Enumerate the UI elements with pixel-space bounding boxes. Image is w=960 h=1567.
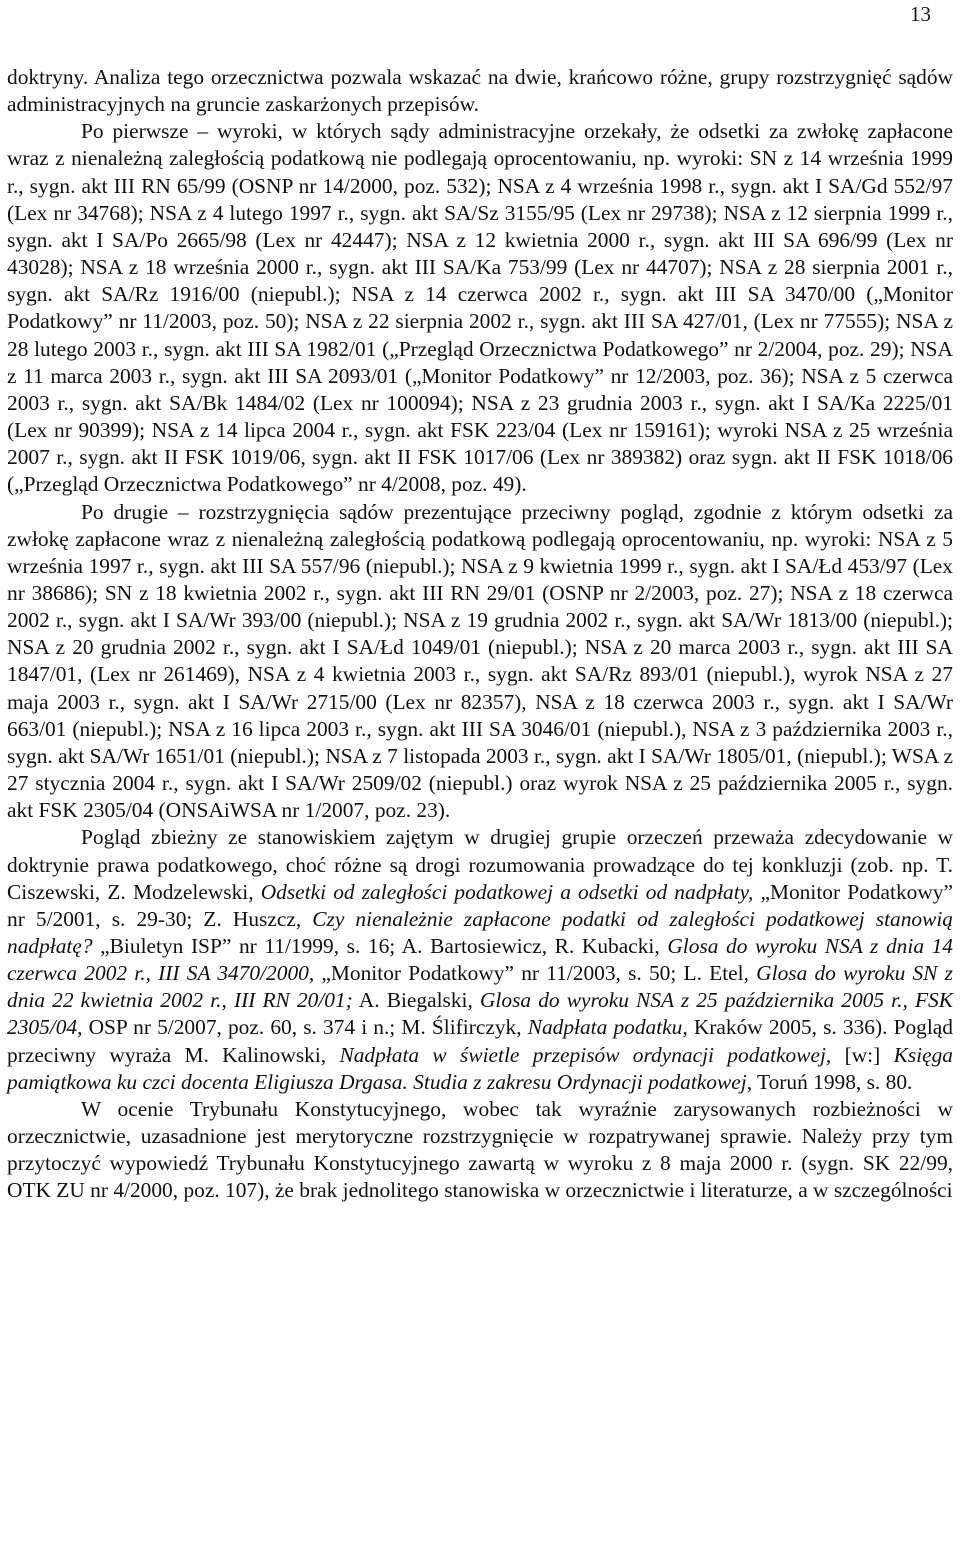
text-run: Po pierwsze – wyroki, w których sądy administracyjne orzekały, że odsetki za zwłokę zapłacone wraz z nienależną zaległością podatkową nie podlegają oprocentowaniu, np. wyroki: SN z 14 września 1999 r., sygn. akt III RN 65/99 (OSNP nr 14/2000, poz. 532); NSA z 4 września 1998 r., sygn. akt I SA/Gd 552/97 (Lex nr 34768); NSA z 4 lutego 1997 r., sygn. akt SA/Sz 3155/95 (Lex nr 29738); NSA z 12 sierpnia 1999 r., sygn. akt I SA/Po 2665/98 (Lex nr 42447); NSA z 12 kwietnia 2000 r., sygn. akt III SA 696/99 (Lex nr 43028); NSA z 18 września 2000 r., sygn. akt III SA/Ka 753/99 (Lex nr 44707); NSA z 28 sierpnia 2001 r., sygn. akt SA/Rz 1916/00 (niepubl.); NSA z 14 czerwca 2002 r., sygn. akt III SA 3470/00 („Monitor Podatkowy” nr 11/2003, poz. 50); NSA z 22 sierpnia 2002 r., sygn. akt III SA 427/01, (Lex nr 77555); NSA z 28 lutego 2003 r., sygn. akt III SA 1982/01 („Przegląd Orzecznictwa Podatkowego” nr 2/2004, poz. 29); NSA z 11 marca 2003 r., sygn. akt III SA 2093/01 („Monitor Podatkowy” nr 12/2003, poz. 36); NSA z 5 czerwca 2003 r., sygn. akt SA/Bk 1484/02 (Lex nr 100094); NSA z 23 grudnia 2003 r., sygn. akt I SA/Ka 2225/01 (Lex nr 90399); NSA z 14 lipca 2004 r., sygn. akt FSK 223/04 (Lex nr 159161); wyroki NSA z 25 września 2007 r., sygn. akt II FSK 1019/06, sygn. akt II FSK 1017/06 (Lex nr 389382) oraz sygn. akt II FSK 1018/06 („Przegląd Orzecznictwa Podatkowego” nr 4/2008, poz. 49). <box>7 119 953 497</box>
text-run: Po drugie – rozstrzygnięcia sądów prezentujące przeciwny pogląd, zgodnie z którym odsetki za zwłokę zapłacone wraz z nienależną zaległością podatkową podlegają oprocentowaniu, np. wyroki: NSA z 5 września 1997 r., sygn. akt III SA 557/96 (niepubl.); NSA z 9 kwietnia 1999 r., sygn. akt I SA/Łd 453/97 (Lex nr 38686); SN z 18 kwietnia 2002 r., sygn. akt III RN 29/01 (OSNP nr 2/2003, poz. 27); NSA z 18 czerwca 2002 r., sygn. akt I SA/Wr 393/00 (niepubl.); NSA z 19 grudnia 2002 r., sygn. akt SA/Wr 1813/00 (niepubl.); NSA z 20 grudnia 2002 r., sygn. akt I SA/Łd 1049/01 (niepubl.); NSA z 20 marca 2003 r., sygn. akt III SA 1847/01, (Lex nr 261469), NSA z 4 kwietnia 2003 r., sygn. akt SA/Rz 893/01 (niepubl.), wyrok NSA z 27 maja 2003 r., sygn. akt I SA/Wr 2715/00 (Lex nr 82357), NSA z 18 czerwca 2003 r., sygn. akt I SA/Wr 663/01 (niepubl.); NSA z 16 lipca 2003 r., sygn. akt III SA 3046/01 (niepubl.), NSA z 3 października 2003 r., sygn. akt SA/Wr 1651/01 (niepubl.); NSA z 7 listopada 2003 r., sygn. akt I SA/Wr 1805/01, (niepubl.); WSA z 27 stycznia 2004 r., sygn. akt I SA/Wr 2509/02 (niepubl.) oraz wyrok NSA z 25 października 2005 r., sygn. akt FSK 2305/04 (ONSAiWSA nr 1/2007, poz. 23). <box>7 499 953 823</box>
text-run: W ocenie Trybunału Konstytucyjnego, wobec tak wyraźnie zarysowanych rozbieżności w orzecznictwie, uzasadnione jest merytoryczne rozstrzygnięcie w rozpatrywanej sprawie. Należy przy tym przytoczyć wypowiedź Trybunału Konstytucyjnego zawartą w wyroku z 8 maja 2000 r. (sygn. SK 22/99, OTK ZU nr 4/2000, poz. 107), że brak jednolitego stanowiska w orzecznictwie i literaturze, a w szczególności <box>7 1096 953 1203</box>
italic-citation: Glosa do wyroku NSA z dnia 14 czerwca 2002 r., III SA 3470/2000, <box>7 934 954 986</box>
text-run: „Biuletyn ISP” nr 11/1999, s. 16; A. Bartosiewicz, R. Kubacki, <box>92 934 668 958</box>
text-run: doktryny. Analiza tego orzecznictwa pozwala wskazać na dwie, krańcowo różne, grupy rozstrzygnięć sądów administracyjnych na gruncie zaskarżonych przepisów. <box>7 65 953 117</box>
paragraph <box>7 118 953 498</box>
italic-citation: Odsetki od zaległości podatkowej a odsetki od nadpłaty, <box>260 879 754 904</box>
text-run: „Monitor Podatkowy” nr 11/2003, s. 50; L. Etel, <box>314 961 757 986</box>
text-run: Kraków 2005, s. 336). Pogląd przeciwny wyraża M. Kalinowski, <box>7 1015 953 1067</box>
paragraph <box>7 1096 953 1205</box>
text-run: A. Biegalski, <box>352 988 480 1013</box>
page-number: 13 <box>910 2 931 26</box>
italic-citation: Czy nienależnie zapłacone podatki od zaległości podatkowej stanowią nadpłatę? <box>7 906 953 958</box>
text-run: Pogląd zbieżny ze stanowiskiem zajętym w drugiej grupie orzeczeń przeważa zdecydowanie w doktrynie prawa podatkowego, choć różne są drogi rozumowania prowadzące do tej konkluzji (zob. np. T. Ciszewski, Z. Modzelewski, <box>7 825 953 904</box>
italic-citation: Glosa do wyroku NSA z 25 października 2005 r., FSK 2305/04, <box>7 988 953 1040</box>
text-run: „Monitor Podatkowy” nr 5/2001, s. 29-30; Z. Huszcz, <box>7 879 953 931</box>
paragraph <box>7 824 953 1096</box>
text-run: OSP nr 5/2007, poz. 60, s. 374 i n.; M. Ślifirczyk, <box>82 1015 528 1040</box>
paragraph <box>7 499 953 825</box>
text-run: [w:] <box>831 1042 894 1067</box>
paragraph <box>7 64 953 118</box>
italic-citation: Nadpłata podatku, <box>527 1015 688 1040</box>
italic-citation: Glosa do wyroku SN z dnia 22 kwietnia 2002 r., III RN 20/01; <box>7 961 953 1013</box>
italic-citation: Księga pamiątkowa ku czci docenta Eligiusza Drgasa. Studia z zakresu Ordynacji podatkowej <box>7 1042 953 1094</box>
body-text <box>7 64 953 1205</box>
italic-citation: Nadpłata w świetle przepisów ordynacji podatkowej, <box>339 1042 832 1067</box>
text-run: , Toruń 1998, s. 80. <box>746 1069 913 1094</box>
